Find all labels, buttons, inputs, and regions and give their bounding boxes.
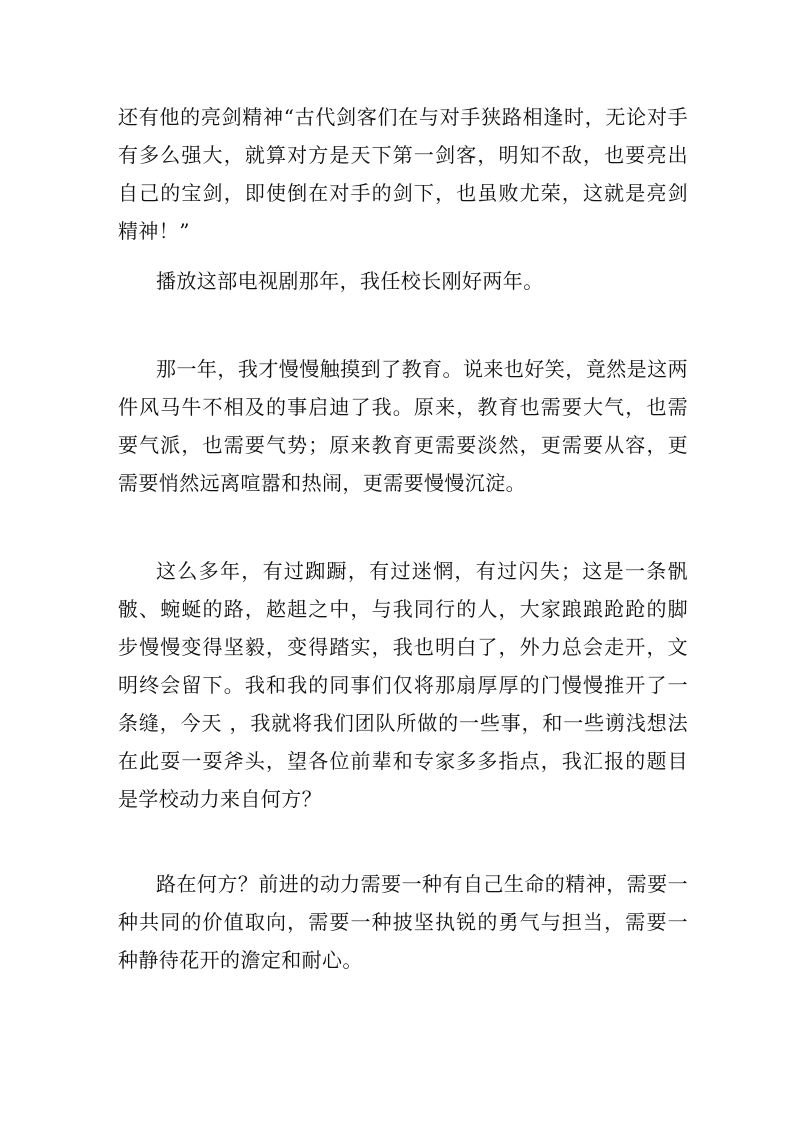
paragraph-principal-years: 播放这部电视剧那年，我任校长刚好两年。 <box>156 269 544 293</box>
paragraph-where-is-the-road: 路在何方？前进的动力需要一种有自己生命的精神，需要一种共同的价值取向，需要一种披坚执锐的勇气与担当，需要一种静待花开的澹定和耐心。 <box>118 872 688 972</box>
paragraph-many-years: 这么多年，有过踟蹰，有过迷惘，有过闪失；这是一条骪骳、蜿蜒的路，趑趄之中，与我同行的人，大家踉踉跄跄的脚步慢慢变得坚毅，变得踏实，我也明白了，外力总会走开，文明终会留下。我和我的同事们仅将那扇厚厚的门慢慢推开了一条缝，今天 ，我就将我们团队所做的一些事，和一些谫浅想法在此耍一耍斧头，望各位前辈和专家多多指点，我汇报的题目是学校动力来自何方？ <box>118 559 688 811</box>
paragraph-liangjian-spirit: 还有他的亮剑精神“古代剑客们在与对手狭路相逢时，无论对手有多么强大，就算对方是天下第一剑客，明知不敌，也要亮出自己的宝剑，即使倒在对手的剑下，也虽败尤荣，这就是亮剑精神！” <box>118 105 688 243</box>
paragraph-touching-education: 那一年，我才慢慢触摸到了教育。说来也好笑，竟然是这两件风马牛不相及的事启迪了我。原来，教育也需要大气，也需要气派，也需要气势；原来教育更需要淡然，更需要从容，更需要悄然远离喧嚣和热闹，更需要慢慢沉淀。 <box>118 357 688 495</box>
